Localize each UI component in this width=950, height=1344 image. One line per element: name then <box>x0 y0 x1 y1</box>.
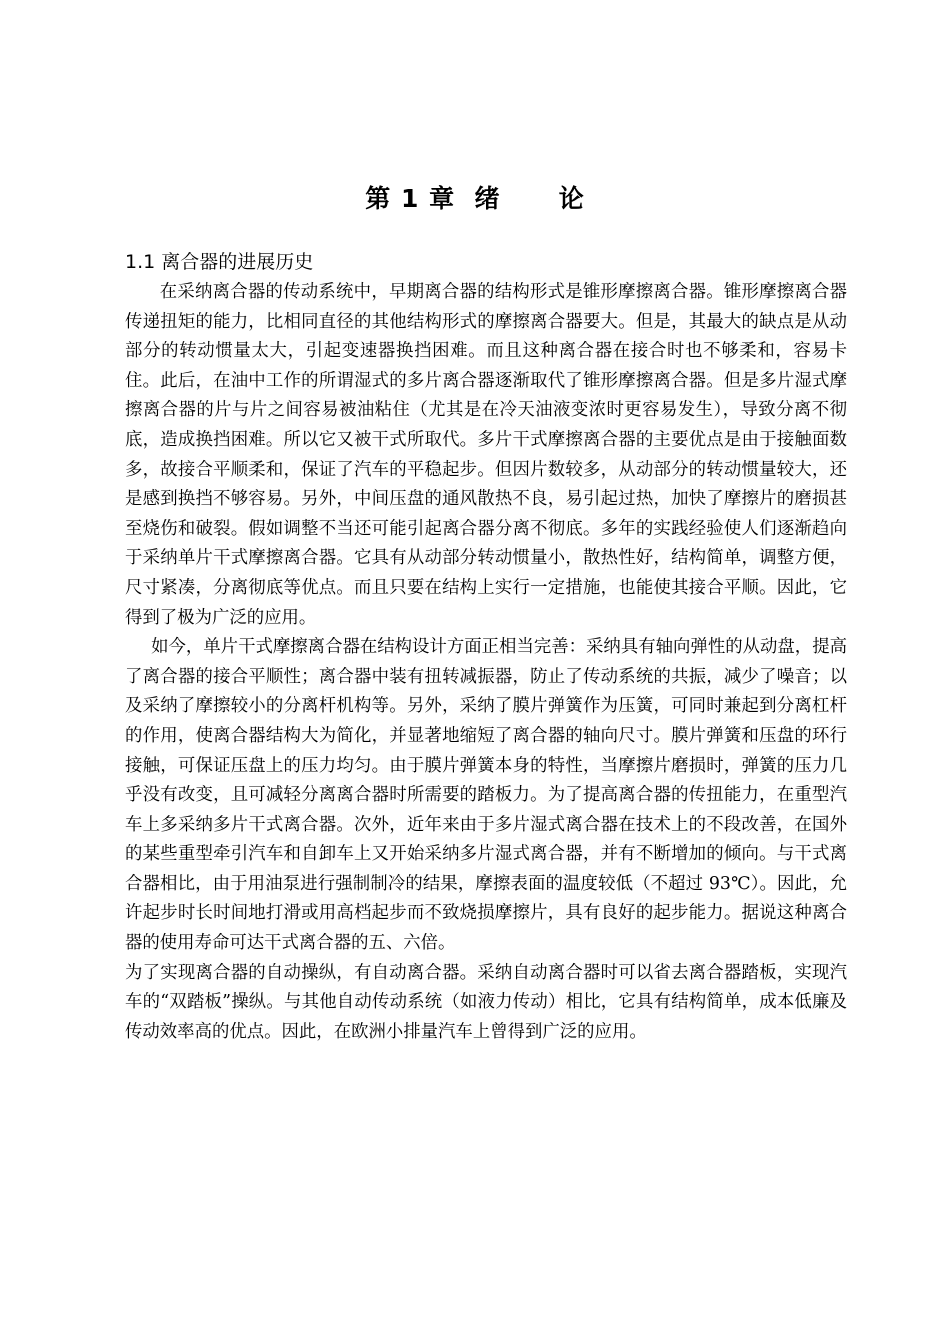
chapter-title: 第 1 章 绪 论 <box>365 184 585 213</box>
paragraph-history: 在采纳离合器的传动系统中，早期离合器的结构形式是锥形摩擦离合器。锥形摩擦离合器传递扭矩的能力，比相同直径的其他结构形式的摩擦离合器要大。但是，其最大的缺点是从动部分的转动惯量太大，引起变速器换挡困难。而且这种离合器在接合时也不够柔和，容易卡住。此后，在油中工作的所谓湿式的多片离合器逐渐取代了锥形摩擦离合器。但是多片湿式摩擦离合器的片与片之间容易被油粘住（尤其是在冷天油液变浓时更容易发生），导致分离不彻底，造成换挡困难。所以它又被干式所取代。多片干式摩擦离合器的主要优点是由于接触面数多，故接合平顺柔和，保证了汽车的平稳起步。但因片数较多，从动部分的转动惯量较大，还是感到换挡不够容易。另外，中间压盘的通风散热不良，易引起过热，加快了摩擦片的磨损甚至烧伤和破裂。假如调整不当还可能引起离合器分离不彻底。多年的实践经验使人们逐渐趋向于采纳单片干式摩擦离合器。它具有从动部分转动惯量小，散热性好，结构简单，调整方便，尺寸紧凑，分离彻底等优点。而且只要在结构上实行一定措施，也能使其接合平顺。因此，它得到了极为广泛的应用。 <box>125 282 847 628</box>
section-title: 1.1 离合器的进展历史 <box>125 251 314 273</box>
body-text <box>125 278 847 1047</box>
paragraph-automatic-clutch: 为了实现离合器的自动操纵，有自动离合器。采纳自动离合器时可以省去离合器踏板，实现汽车的“双踏板”操纵。与其他自动传动系统（如液力传动）相比，它具有结构简单，成本低廉及传动效率高的优点。因此，在欧洲小排量汽车上曾得到广泛的应用。 <box>125 962 847 1042</box>
paragraph-current-design: 如今，单片干式摩擦离合器在结构设计方面正相当完善：采纳具有轴向弹性的从动盘，提高了离合器的接合平顺性；离合器中装有扭转减振器，防止了传动系统的共振，减少了噪音；以及采纳了摩擦较小的分离杆机构等。另外，采纳了膜片弹簧作为压簧，可同时兼起到分离杠杆的作用，使离合器结构大为简化，并显著地缩短了离合器的轴向尺寸。膜片弹簧和压盘的环行接触，可保证压盘上的压力均匀。由于膜片弹簧本身的特性，当摩擦片磨损时，弹簧的压力几乎没有改变，且可减轻分离离合器时所需要的踏板力。为了提高离合器的传扭能力，在重型汽车上多采纳多片干式离合器。次外，近年来由于多片湿式离合器在技术上的不段改善，在国外的某些重型牵引汽车和自卸车上又开始采纳多片湿式离合器，并有不断增加的倾向。与干式离合器相比，由于用油泵进行强制制冷的结果，摩擦表面的温度较低（不超过 93℃）。因此，允许起步时长时间地打滑或用高档起步而不致烧损摩擦片，具有良好的起步能力。据说这种离合器的使用寿命可达干式离合器的五、六倍。 <box>125 637 847 954</box>
